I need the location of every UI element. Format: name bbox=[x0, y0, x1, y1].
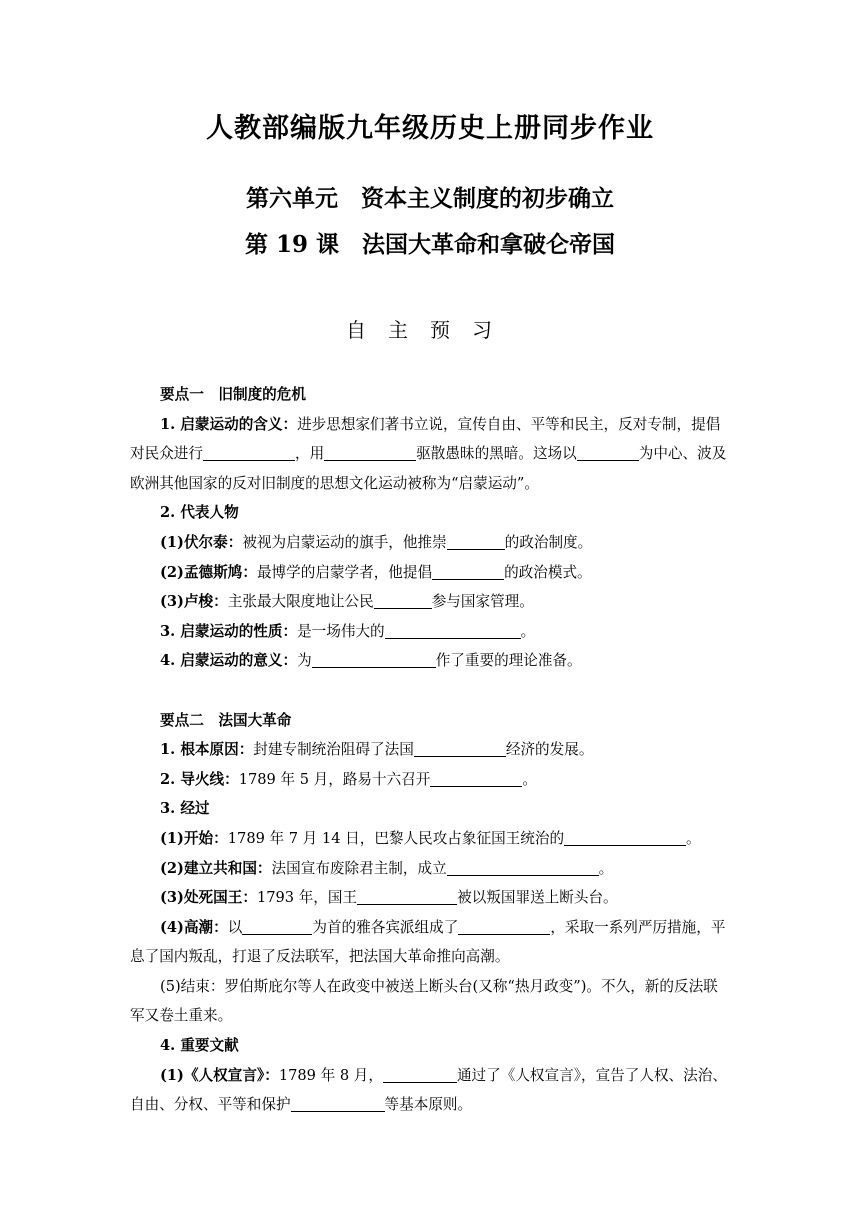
point2-q2: 2. 导火线：1789 年 5 月，路易十六召开 。 bbox=[130, 765, 730, 795]
fill-blank[interactable] bbox=[414, 738, 506, 757]
point1-q4: 4. 启蒙运动的意义：为 作了重要的理论准备。 bbox=[130, 646, 730, 676]
point2-q3-1: (1)开始：1789 年 7 月 14 日，巴黎人民攻占象征国王统治的 。 bbox=[130, 824, 730, 854]
document-title: 人教部编版九年级历史上册同步作业 bbox=[206, 113, 654, 144]
fill-blank[interactable] bbox=[385, 620, 521, 639]
point1-q2-2: (2)孟德斯鸠：最博学的启蒙学者，他提倡 的政治模式。 bbox=[130, 558, 730, 588]
fill-blank[interactable] bbox=[374, 590, 432, 609]
point2-q4: 4. 重要文献 bbox=[160, 1037, 239, 1055]
fill-blank[interactable] bbox=[324, 442, 416, 461]
point1-q1: 1. 启蒙运动的含义：进步思想家们著书立说，宣传自由、平等和民主，反对专制，提倡对民众进行 ，用 驱散愚昧的黑暗。这场以 为中心、波及欧洲其他国家的反对旧制度的思想文化运动被称为“启蒙运动”。 bbox=[130, 415, 727, 492]
fill-blank[interactable] bbox=[432, 561, 504, 580]
fill-blank[interactable] bbox=[458, 916, 550, 935]
fill-blank[interactable] bbox=[357, 886, 457, 905]
fill-blank[interactable] bbox=[430, 768, 522, 787]
point1-q3: 3. 启蒙运动的性质：是一场伟大的 。 bbox=[130, 617, 730, 647]
point1-q2: 2. 代表人物 bbox=[160, 504, 239, 522]
point2-q3: 3. 经过 bbox=[160, 800, 210, 818]
fill-blank[interactable] bbox=[291, 1093, 385, 1112]
lesson-title: 第 19 课 法国大革命和拿破仑帝国 bbox=[244, 231, 616, 258]
point2-q3-2: (2)建立共和国：法国宣布废除君主制，成立 。 bbox=[130, 854, 730, 884]
point1-q2-3: (3)卢梭：主张最大限度地让公民 参与国家管理。 bbox=[130, 587, 730, 617]
fill-blank[interactable] bbox=[242, 916, 312, 935]
fill-blank[interactable] bbox=[203, 442, 295, 461]
section-title: 自主预习 bbox=[346, 318, 514, 342]
fill-blank[interactable] bbox=[312, 649, 436, 668]
point2-q3-3: (3)处死国王：1793 年，国王 被以叛国罪送上断头台。 bbox=[130, 883, 730, 913]
point2-q3-5: (5)结束：罗伯斯庇尔等人在政变中被送上断头台(又称“热月政变”)。不久，新的反法联军又卷土重来。 bbox=[130, 977, 718, 1025]
point1-heading: 要点一 旧制度的危机 bbox=[160, 386, 306, 403]
fill-blank[interactable] bbox=[577, 442, 639, 461]
point2-q4-1: (1)《人权宣言》：1789 年 8 月， 通过了《人权宣言》，宣告了人权、法治、自由、分权、平等和保护 等基本原则。 bbox=[130, 1061, 730, 1120]
point2-q3-4: (4)高潮：以 为首的雅各宾派组成了 ，采取一系列严厉措施，平息了国内叛乱，打退了反法联军，把法国大革命推向高潮。 bbox=[130, 913, 730, 972]
worksheet-body bbox=[130, 380, 730, 1120]
fill-blank[interactable] bbox=[383, 1064, 457, 1083]
unit-title: 第六单元 资本主义制度的初步确立 bbox=[246, 185, 614, 212]
fill-blank[interactable] bbox=[564, 827, 686, 846]
fill-blank[interactable] bbox=[447, 531, 505, 550]
point1-q2-1: (1)伏尔泰：被视为启蒙运动的旗手，他推崇 的政治制度。 bbox=[130, 528, 730, 558]
fill-blank[interactable] bbox=[447, 857, 599, 876]
point2-heading: 要点二 法国大革命 bbox=[160, 711, 292, 729]
point2-q1: 1. 根本原因：封建专制统治阻碍了法国 经济的发展。 bbox=[130, 735, 730, 765]
